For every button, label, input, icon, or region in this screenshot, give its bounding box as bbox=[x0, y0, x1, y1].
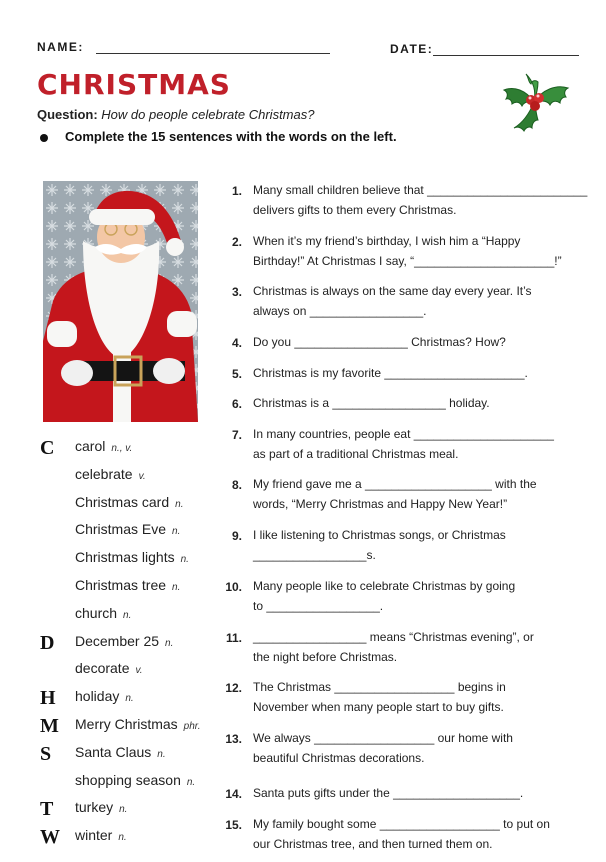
sentence bbox=[253, 677, 506, 717]
sentence-number: 5. bbox=[231, 367, 242, 381]
word-bank-item bbox=[75, 772, 195, 788]
word-text: Christmas tree bbox=[75, 577, 167, 593]
sentence-line-1: The Christmas __________________ begins in bbox=[253, 680, 506, 694]
word-bank-item bbox=[75, 827, 127, 843]
sentence-line-2: _________________s. bbox=[253, 548, 376, 562]
sentence-line-1: In many countries, people eat _____________________ bbox=[253, 427, 554, 441]
part-of-speech: n. bbox=[186, 777, 196, 788]
word-text: shopping season bbox=[75, 772, 181, 788]
sentence-number: 8. bbox=[231, 478, 242, 492]
instruction: Complete the 15 sentences with the words on the left. bbox=[65, 129, 397, 144]
sentence-line-2: as part of a traditional Christmas meal. bbox=[253, 447, 459, 461]
alphabet-letter: W bbox=[40, 826, 60, 848]
sentence bbox=[253, 281, 532, 321]
word-bank-item bbox=[75, 688, 134, 704]
sentence-number: 11. bbox=[225, 631, 242, 645]
word-text: Santa Claus bbox=[75, 744, 152, 760]
sentence-number: 13. bbox=[225, 732, 242, 746]
name-label: NAME: bbox=[37, 40, 84, 54]
word-text: Christmas card bbox=[75, 494, 170, 510]
part-of-speech: n. bbox=[180, 554, 189, 565]
sentence-line-2: delivers gifts to them every Christmas. bbox=[253, 203, 457, 217]
part-of-speech: n. bbox=[172, 582, 181, 593]
word-text: December 25 bbox=[75, 633, 160, 649]
word-text: Christmas Eve bbox=[75, 521, 167, 537]
sentence-number: 1. bbox=[231, 184, 242, 198]
word-bank-item bbox=[75, 438, 132, 454]
sentence-line-1: Christmas is a _________________ holiday. bbox=[253, 396, 490, 410]
sentence bbox=[253, 474, 537, 514]
word-text: carol bbox=[75, 438, 106, 454]
sentence bbox=[253, 627, 534, 667]
part-of-speech: phr. bbox=[183, 721, 201, 732]
question-label: Question: bbox=[37, 107, 98, 122]
sentence-line-2: November when many people start to buy gifts. bbox=[253, 700, 504, 714]
page-title: CHRISTMAS bbox=[37, 68, 231, 101]
sentence bbox=[253, 332, 506, 352]
sentence-line-2: the night before Christmas. bbox=[253, 650, 398, 664]
word-bank-item bbox=[75, 633, 173, 649]
sentence-number: 2. bbox=[231, 235, 242, 249]
sentence-number: 14. bbox=[225, 787, 242, 801]
word-text: winter bbox=[75, 827, 113, 843]
name-field[interactable] bbox=[96, 53, 330, 54]
part-of-speech: n. bbox=[125, 693, 134, 704]
alphabet-letter: D bbox=[40, 632, 55, 654]
word-text: decorate bbox=[75, 660, 130, 676]
sentence-line-1: _________________ means “Christmas evening”, or bbox=[253, 630, 534, 644]
part-of-speech: n., v. bbox=[111, 443, 133, 454]
part-of-speech: n. bbox=[157, 749, 166, 760]
sentence-line-2: beautiful Christmas decorations. bbox=[253, 751, 425, 765]
part-of-speech: n. bbox=[165, 638, 174, 649]
sentence-line-1: I like listening to Christmas songs, or Christmas bbox=[253, 528, 506, 542]
question-text: How do people celebrate Christmas? bbox=[101, 107, 315, 122]
sentence bbox=[253, 525, 506, 565]
sentence-line-1: Many small children believe that ________________________ bbox=[253, 183, 588, 197]
word-bank-item bbox=[75, 605, 131, 621]
sentence-line-1: Santa puts gifts under the ___________________. bbox=[253, 786, 524, 800]
sentence-line-1: Many people like to celebrate Christmas by going bbox=[253, 579, 516, 593]
word-bank-item bbox=[75, 577, 180, 593]
sentence-line-1: Christmas is my favorite _____________________. bbox=[253, 366, 528, 380]
word-bank-item bbox=[75, 744, 166, 760]
date-label: DATE: bbox=[390, 42, 434, 56]
part-of-speech: n. bbox=[118, 832, 127, 843]
part-of-speech: v. bbox=[135, 665, 143, 676]
sentence-line-1: Do you _________________ Christmas? How? bbox=[253, 335, 506, 349]
sentence-number: 10. bbox=[225, 580, 242, 594]
sentence-line-2: Birthday!” At Christmas I say, “_____________________!” bbox=[253, 254, 562, 268]
sentence bbox=[253, 180, 587, 220]
word-bank-item bbox=[75, 716, 201, 732]
sentence-number: 3. bbox=[231, 285, 242, 299]
word-text: holiday bbox=[75, 688, 120, 704]
alphabet-letter: C bbox=[40, 437, 55, 459]
sentence bbox=[253, 783, 523, 803]
part-of-speech: n. bbox=[175, 499, 184, 510]
sentence-number: 4. bbox=[231, 336, 242, 350]
date-field[interactable] bbox=[433, 55, 579, 56]
word-bank-item bbox=[75, 549, 189, 565]
alphabet-letter: T bbox=[40, 798, 54, 820]
part-of-speech: n. bbox=[172, 526, 181, 537]
word-bank-item bbox=[75, 466, 146, 482]
sentence bbox=[253, 231, 562, 271]
sentence-line-1: Christmas is always on the same day every year. It’s bbox=[253, 284, 532, 298]
sentence-line-1: My friend gave me a ___________________ with the bbox=[253, 477, 537, 491]
sentence-number: 6. bbox=[231, 397, 242, 411]
holly-icon bbox=[498, 68, 572, 134]
sentence bbox=[253, 728, 513, 768]
sentence-line-1: My family bought some __________________ to put on bbox=[253, 817, 550, 831]
sentence bbox=[253, 393, 490, 413]
sentence-line-1: We always __________________ our home with bbox=[253, 731, 513, 745]
word-bank-item bbox=[75, 521, 180, 537]
word-text: Merry Christmas bbox=[75, 716, 178, 732]
word-text: Christmas lights bbox=[75, 549, 175, 565]
alphabet-letter: M bbox=[40, 715, 59, 737]
alphabet-letter: H bbox=[40, 687, 56, 709]
sentence-line-2: words, “Merry Christmas and Happy New Year!” bbox=[253, 497, 508, 511]
sentence-line-2: our Christmas tree, and then turned them on. bbox=[253, 837, 493, 851]
sentence-line-2: to _________________. bbox=[253, 599, 384, 613]
sentence-line-1: When it’s my friend’s birthday, I wish him a “Happy bbox=[253, 234, 521, 248]
word-bank-item bbox=[75, 494, 183, 510]
santa-claus-photo bbox=[43, 181, 198, 422]
sentence bbox=[253, 814, 550, 854]
word-text: turkey bbox=[75, 799, 114, 815]
sentence bbox=[253, 424, 554, 464]
word-text: church bbox=[75, 605, 118, 621]
word-bank-item bbox=[75, 799, 127, 815]
word-bank-item bbox=[75, 660, 143, 676]
part-of-speech: v. bbox=[138, 471, 146, 482]
sentence-number: 9. bbox=[231, 529, 242, 543]
alphabet-letter: S bbox=[40, 743, 52, 765]
sentence-line-2: always on _________________. bbox=[253, 304, 427, 318]
word-text: celebrate bbox=[75, 466, 133, 482]
sentence-number: 12. bbox=[225, 681, 242, 695]
question bbox=[37, 107, 314, 122]
bullet bbox=[40, 134, 48, 142]
sentence-number: 7. bbox=[231, 428, 242, 442]
sentence bbox=[253, 576, 515, 616]
part-of-speech: n. bbox=[119, 804, 128, 815]
sentence-number: 15. bbox=[225, 818, 242, 832]
sentence bbox=[253, 363, 528, 383]
part-of-speech: n. bbox=[123, 610, 132, 621]
